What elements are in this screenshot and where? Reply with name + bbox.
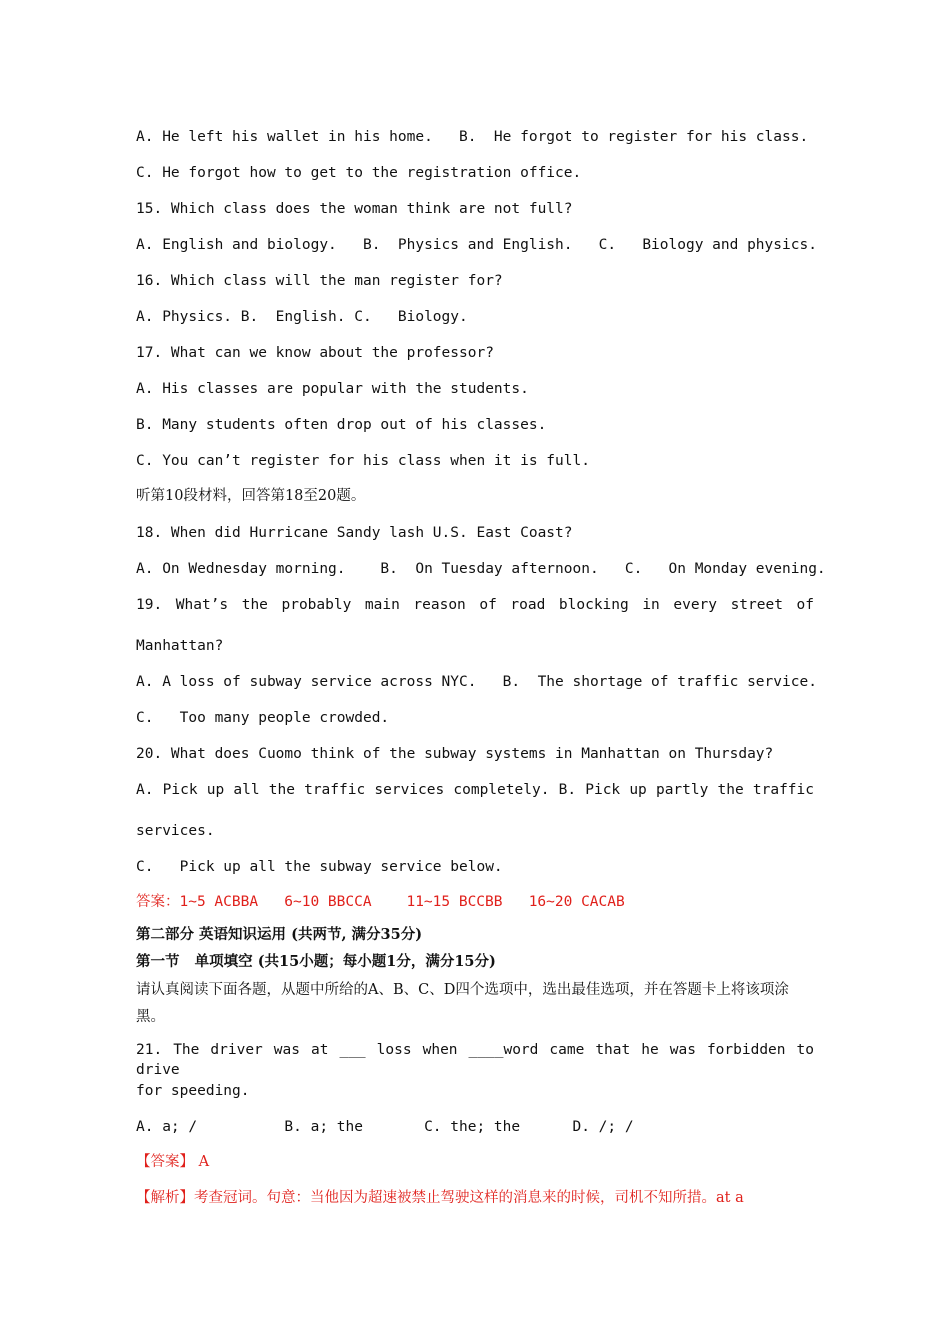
q21-answer: 【答案】 A bbox=[136, 1154, 210, 1170]
q21-question: 21. The driver was at ___ loss when ____word came that he was forbidden to drive bbox=[136, 1042, 814, 1078]
q21-analysis: 【解析】考查冠词。句意：当他因为超速被禁止驾驶这样的消息来的时候，司机不知所措。at a bbox=[136, 1190, 744, 1206]
section-one-instructions: 请认真阅读下面各题，从题中所给的A、B、C、D四个选项中，选出最佳选项，并在答题卡上将该项涂黑。 bbox=[136, 982, 789, 1025]
q19-options-ab: A. A loss of subway service across NYC. B. The shortage of traffic service. bbox=[136, 674, 817, 690]
part-two-heading: 第二部分 英语知识运用 (共两节, 满分35分) bbox=[136, 926, 423, 943]
q17-option-a: A. His classes are popular with the students. bbox=[136, 381, 529, 397]
section-instruction: 听第10段材料，回答第18至20题。 bbox=[136, 488, 366, 504]
q17-option-c: C. You can’t register for his class when it is full. bbox=[136, 453, 590, 469]
q14-option-c: C. He forgot how to get to the registration office. bbox=[136, 165, 582, 181]
q20-options-ab-cont: services. bbox=[136, 823, 215, 839]
q20-question: 20. What does Cuomo think of the subway systems in Manhattan on Thursday? bbox=[136, 746, 774, 762]
q16-question: 16. Which class will the man register for? bbox=[136, 273, 503, 289]
q19-question-cont: Manhattan? bbox=[136, 638, 224, 654]
q19-option-c: C. Too many people crowded. bbox=[136, 710, 390, 726]
q15-question: 15. Which class does the woman think are not full? bbox=[136, 201, 573, 217]
q18-question: 18. When did Hurricane Sandy lash U.S. East Coast? bbox=[136, 525, 573, 541]
q17-option-b: B. Many students often drop out of his classes. bbox=[136, 417, 547, 433]
section-one-heading: 第一节 单项填空 (共15小题；每小题1分，满分15分) bbox=[136, 953, 496, 970]
q21-options: A. a; / B. a; the C. the; the D. /; / bbox=[136, 1119, 634, 1135]
answer-key: 答案：1~5 ACBBA 6~10 BBCCA 11~15 BCCBB 16~20 CACAB bbox=[136, 894, 625, 910]
q17-question: 17. What can we know about the professor? bbox=[136, 345, 494, 361]
q14-options-ab: A. He left his wallet in his home. B. He forgot to register for his class. bbox=[136, 129, 809, 145]
q20-option-c: C. Pick up all the subway service below. bbox=[136, 859, 503, 875]
q19-question: 19. What’s the probably main reason of road blocking in every street of bbox=[136, 597, 814, 613]
q16-options: A. Physics. B. English. C. Biology. bbox=[136, 309, 468, 325]
q18-options: A. On Wednesday morning. B. On Tuesday afternoon. C. On Monday evening. bbox=[136, 561, 826, 577]
q20-options-ab: A. Pick up all the traffic services completely. B. Pick up partly the traffic bbox=[136, 782, 814, 798]
q15-options: A. English and biology. B. Physics and English. C. Biology and physics. bbox=[136, 237, 817, 253]
q21-question-cont: for speeding. bbox=[136, 1083, 250, 1099]
